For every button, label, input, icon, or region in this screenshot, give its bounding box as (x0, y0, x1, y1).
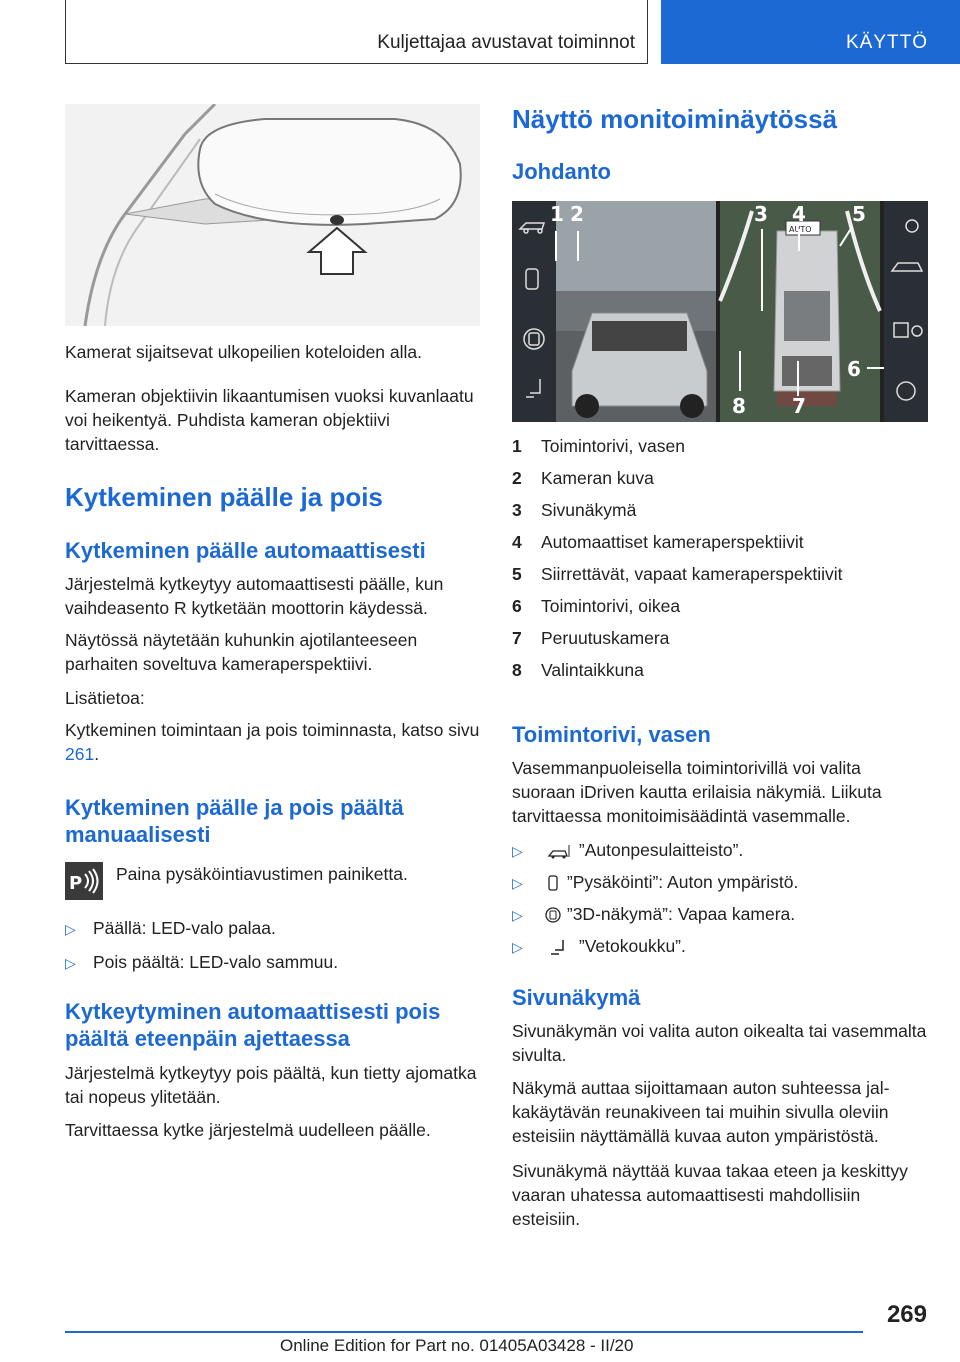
bullet-on: ▷ Päällä: LED-valo palaa. (65, 916, 276, 941)
more-info-label: Lisätietoa: (65, 688, 145, 708)
heading-auto-off-line2: päältä eteenpäin ajettaessa (65, 1026, 350, 1051)
mirror-caption: Kamerat sijaitsevat ulkopeilien koteloiden alla. (65, 342, 423, 362)
heading-left-bar: Toimintorivi, vasen (512, 722, 711, 747)
legend-item: 8 Valintaikkuna (512, 660, 644, 680)
heading-side-view: Sivunäkymä (512, 985, 641, 1010)
screen-label-5: 5 (852, 202, 866, 226)
header-chapter-title: KÄYTTÖ (845, 32, 928, 53)
header-chapter-tab (661, 0, 960, 64)
legend-item: 7 Peruutuskamera (512, 628, 670, 648)
screen-label-7: 7 (792, 394, 806, 418)
page-link-261[interactable]: 261 (65, 744, 95, 764)
heading-manual-line1: Kytkeminen päälle ja pois päältä (65, 795, 404, 820)
screen-label-4: 4 (792, 202, 806, 226)
left-bar-text: Vasemmanpuoleisella toimintorivillä voi valita suoraan iDriven kautta erilaisia näkymiä. Liikuta tarvittaessa monitoimisäädintä vasemmalle. (512, 758, 882, 826)
heading-intro: Johdanto (512, 159, 611, 184)
legend-item: 4 Automaattiset kameraperspektiivit (512, 532, 804, 552)
bullet-triangle-icon: ▷ (512, 907, 523, 923)
legend-item: 6 Toimintorivi, oikea (512, 596, 681, 616)
more-info-text: Kytkeminen toimintaan ja pois toiminnasta, katso sivu (65, 720, 480, 740)
screen-label-6: 6 (847, 357, 861, 381)
bullet-car-wash: ▷ ”Autonpesulaitteisto”. (512, 838, 743, 863)
multifunction-display-screenshot (512, 201, 928, 422)
park-assist-button-icon (65, 862, 103, 900)
3d-view-icon (545, 906, 561, 924)
footer-divider (65, 1331, 863, 1333)
bullet-3d-view: ▷ ”3D-näkymä”: Vapaa kamera. (512, 902, 795, 927)
parking-view-icon (545, 874, 561, 892)
bullet-triangle-icon: ▷ (512, 939, 523, 955)
heading-manual-line2: manuaalisesti (65, 822, 211, 847)
auto-badge: AUTO (789, 225, 812, 234)
bullet-tow-hitch: ▷ ”Vetokoukku”. (512, 934, 686, 959)
bullet-triangle-icon: ▷ (512, 843, 523, 859)
screen-label-2: 2 (570, 202, 584, 226)
auto-off-p2: Tarvittaessa kytke järjestelmä uudelleen päälle. (65, 1120, 431, 1140)
footer-edition: Online Edition for Part no. 01405A03428 - II/20 (280, 1336, 634, 1355)
screen-label-1: 1 (550, 202, 564, 226)
side-p2: Näkymä auttaa sijoittamaan auton suhteessa jalkakäytävän reunakiveen tai muihin sivulla oleviin esteisiin näyttämällä kuvaa auton ympäristöstä. (512, 1078, 890, 1146)
side-p1: Sivunäkymän voi valita auton oikealta tai vasemmalta sivulta. (512, 1021, 927, 1065)
heading-auto-off-line1: Kytkeytyminen automaattisesti pois (65, 999, 441, 1024)
more-info-end: . (94, 744, 100, 764)
heading-on-off: Kytkeminen päälle ja pois (65, 482, 383, 512)
header-section-title: Kuljettajaa avustavat toiminnot (377, 32, 635, 53)
bullet-triangle-icon: ▷ (512, 875, 523, 891)
manual-text: Paina pysäköintiavustimen painiketta. (116, 864, 408, 884)
mirror-camera-illustration (65, 104, 480, 326)
mirror-text: Kameran objektiivin likaantumisen vuoksi kuvanlaatu voi heikentyä. Puhdista kameran objektiivi tarvittaessa. (65, 386, 474, 454)
bullet-triangle-icon: ▷ (65, 955, 76, 971)
bullet-off: ▷ Pois päältä: LED-valo sammuu. (65, 950, 338, 975)
auto-on-p2: Näytössä näytetään kuhunkin ajotilanteeseen parhaiten soveltuva kameraperspektiivi. (65, 630, 418, 674)
tow-hitch-icon (545, 938, 573, 956)
page-number: 269 (886, 1301, 927, 1328)
heading-main-display: Näyttö monitoiminäytössä (512, 104, 838, 134)
svg-text:P: P (69, 873, 83, 894)
heading-auto-on: Kytkeminen päälle automaattisesti (65, 538, 426, 563)
legend-item: 1 Toimintorivi, vasen (512, 436, 685, 456)
screen-label-3: 3 (754, 202, 768, 226)
screen-label-8: 8 (732, 394, 746, 418)
auto-on-p1: Järjestelmä kytkeytyy automaattisesti päälle, kun vaihdeasento R kytketään moottorin käydessä. (65, 574, 444, 618)
header-section-tab (65, 0, 648, 64)
legend-item: 3 Sivunäkymä (512, 500, 637, 520)
auto-off-p1: Järjestelmä kytkeytyy pois päältä, kun tietty ajomatka tai nopeus ylitetään. (65, 1063, 477, 1107)
car-wash-icon (545, 842, 573, 860)
more-info-paragraph (65, 718, 480, 766)
side-p3: Sivunäkymä näyttää kuvaa takaa eteen ja keskittyy vaaran uhatessa automaattisesti mahdollisiin esteisiin. (512, 1161, 908, 1229)
bullet-parking: ▷ ”Pysäköinti”: Auton ympäristö. (512, 870, 798, 895)
legend-item: 5 Siirrettävät, vapaat kameraperspektiivit (512, 564, 843, 584)
bullet-triangle-icon: ▷ (65, 921, 76, 937)
legend-item: 2 Kameran kuva (512, 468, 654, 488)
